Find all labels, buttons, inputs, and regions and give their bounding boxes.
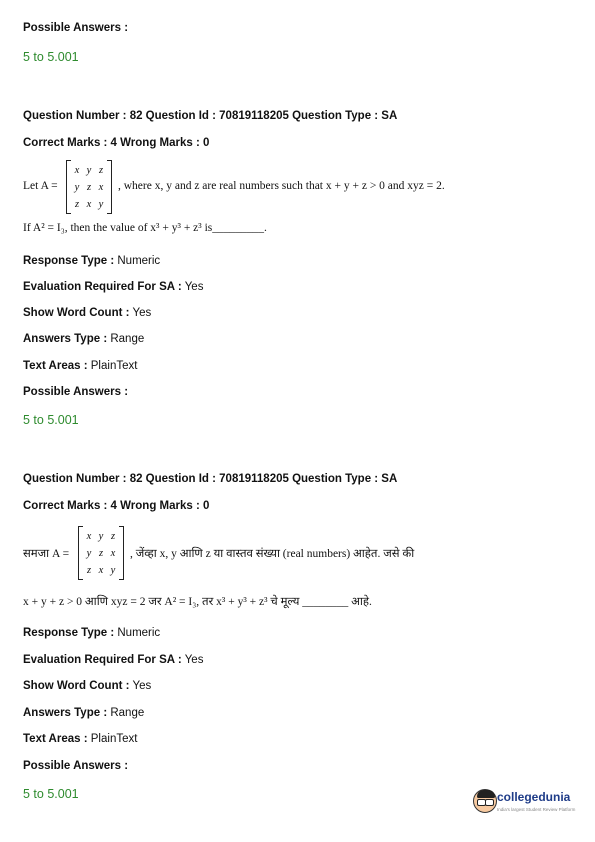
answers-type-row [23,333,144,345]
word-count-label: Show Word Count : [23,680,130,692]
possible-answers-value: 5 to 5.001 [23,50,79,64]
evaluation-label: Evaluation Required For SA : [23,281,182,293]
response-type-label: Response Type : [23,627,115,639]
matrix-cell: y [86,547,92,559]
question-text-line2: x + y + z > 0 आणि xyz = 2 जर A² = I₃, तर x³ + y³ + z³ चे मूल्य ________ आहे. [23,596,372,608]
word-count-value: Yes [132,680,152,692]
text-areas-row [23,360,137,372]
matrix-cell: z [86,181,92,193]
evaluation-value: Yes [184,281,204,293]
possible-answers-label: Possible Answers : [23,22,129,34]
matrix-bracket-right [107,160,112,214]
response-type-row [23,627,160,639]
matrix-cell: z [110,530,116,542]
matrix-a [66,160,112,214]
word-count-row [23,307,151,319]
text-areas-label: Text Areas : [23,733,88,745]
word-count-label: Show Word Count : [23,307,130,319]
word-count-value: Yes [132,307,152,319]
text-areas-label: Text Areas : [23,360,88,372]
text-areas-value: PlainText [90,360,138,372]
text-areas-value: PlainText [90,733,138,745]
matrix-a [78,526,124,580]
student-face-icon [473,789,497,813]
possible-answers-value: 5 to 5.001 [23,787,79,801]
response-type-label: Response Type : [23,255,115,267]
matrix-cell: z [74,198,80,210]
logo-name: collegedunia [497,790,571,804]
marks-line: Correct Marks : 4 Wrong Marks : 0 [23,500,210,512]
answers-type-value: Range [110,707,145,719]
possible-answers-label: Possible Answers : [23,760,129,772]
response-type-value: Numeric [117,627,161,639]
matrix-cell: y [98,198,104,210]
matrix-cell: z [86,564,92,576]
answers-type-value: Range [110,333,145,345]
matrix-cell: z [98,164,104,176]
evaluation-row [23,654,203,666]
response-type-row [23,255,160,267]
question-text-continued: , where x, y and z are real numbers such that x + y + z > 0 and xyz = 2. [118,180,445,192]
question-header: Question Number : 82 Question Id : 70819118205 Question Type : SA [23,110,398,122]
word-count-row [23,680,151,692]
marks-line: Correct Marks : 4 Wrong Marks : 0 [23,137,210,149]
matrix-cell: x [98,181,104,193]
matrix-cell: y [86,164,92,176]
question-text-line2: If A² = I₃, then the value of x³ + y³ + z³ is_________. [23,222,267,234]
logo-tagline: India's largest Student Review Platform [497,807,576,812]
question-let-text: समजा A = [23,548,70,560]
matrix-grid [71,162,107,213]
evaluation-value: Yes [184,654,204,666]
possible-answers-value: 5 to 5.001 [23,413,79,427]
possible-answers-label: Possible Answers : [23,386,129,398]
response-type-value: Numeric [117,255,161,267]
matrix-cell: z [98,547,104,559]
matrix-cell: x [98,564,104,576]
matrix-cell: y [98,530,104,542]
matrix-cell: y [110,564,116,576]
answers-type-row [23,707,144,719]
matrix-cell: y [74,181,80,193]
question-header: Question Number : 82 Question Id : 70819118205 Question Type : SA [23,473,398,485]
evaluation-row [23,281,203,293]
matrix-cell: x [110,547,116,559]
question-text-continued: , जेंव्हा x, y आणि z या वास्तव संख्या (real numbers) आहेत. जसे की [130,548,415,560]
matrix-grid [83,528,119,579]
matrix-bracket-right [119,526,124,580]
question-let-text: Let A = [23,180,58,192]
collegedunia-logo[interactable] [471,786,583,820]
matrix-cell: x [74,164,80,176]
matrix-cell: x [86,530,92,542]
evaluation-label: Evaluation Required For SA : [23,654,182,666]
text-areas-row [23,733,137,745]
matrix-cell: x [86,198,92,210]
answers-type-label: Answers Type : [23,707,108,719]
answers-type-label: Answers Type : [23,333,108,345]
